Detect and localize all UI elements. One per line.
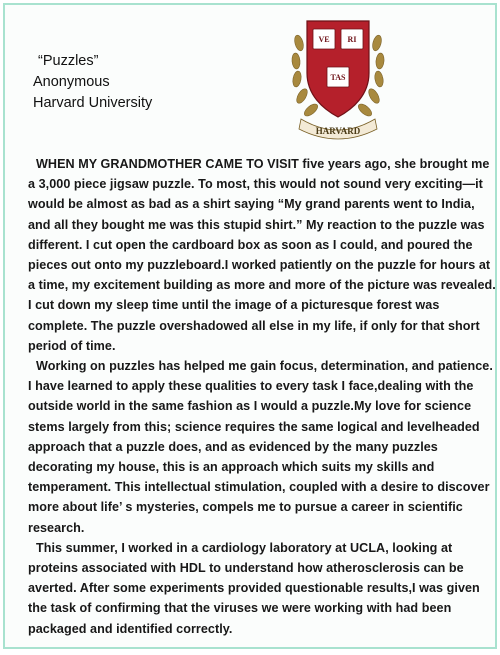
essay-paragraph-2: Working on puzzles has helped me gain focus, determination, and patience. I have learned to apply these qualities to every task I face,dealing with the outside world in the same fashion as I would a puzzle.My love for science stems largely from this; science requires the same logical and levelheaded approach that a puzzle does, and as evidenced by the many puzzles decorating my house, this is an approach which suits my skills and temperament. This intellectual stimulation, coupled with a desire to discover more about life’ s mysteries, compels me to pursue a career in scientific research. <box>28 359 493 535</box>
essay-author: Anonymous <box>33 74 110 90</box>
crest-book-ri: RI <box>347 35 357 44</box>
essay-header <box>33 51 152 114</box>
essay-page <box>3 3 497 649</box>
crest-banner: HARVARD <box>315 126 361 136</box>
crest-book-tas: TAS <box>330 73 346 82</box>
essay-body <box>28 154 498 639</box>
essay-school: Harvard University <box>33 95 153 111</box>
harvard-crest-icon <box>291 15 385 143</box>
crest-book-ve: VE <box>318 35 330 44</box>
essay-paragraph-1: WHEN MY GRANDMOTHER CAME TO VISIT five years ago, she brought me a 3,000 piece jigsaw puzzle. To most, this would not sound very exciting—it would be almost as bad as a shirt saying “My grand parents went to India, and all they bought me was this stupid shirt.” My reaction to the puzzle was different. I cut open the cardboard box as soon as I could, and poured the pieces out onto my puzzleboard.I worked patiently on the puzzle for hours at a time, my excitement building as more and more of the picture was revealed. I cut down my sleep time until the image of a picturesque forest was complete. The puzzle overshadowed all else in my life, if only for that short period of time. <box>28 157 496 353</box>
essay-title: “Puzzles” <box>38 53 99 69</box>
essay-paragraph-3: This summer, I worked in a cardiology laboratory at UCLA, looking at proteins associated with HDL to understand how atherosclerosis can be averted. After some experiments provided questionable results,I was given the task of confirming that the viruses we were working with had been packaged and identified correctly. <box>28 540 480 636</box>
